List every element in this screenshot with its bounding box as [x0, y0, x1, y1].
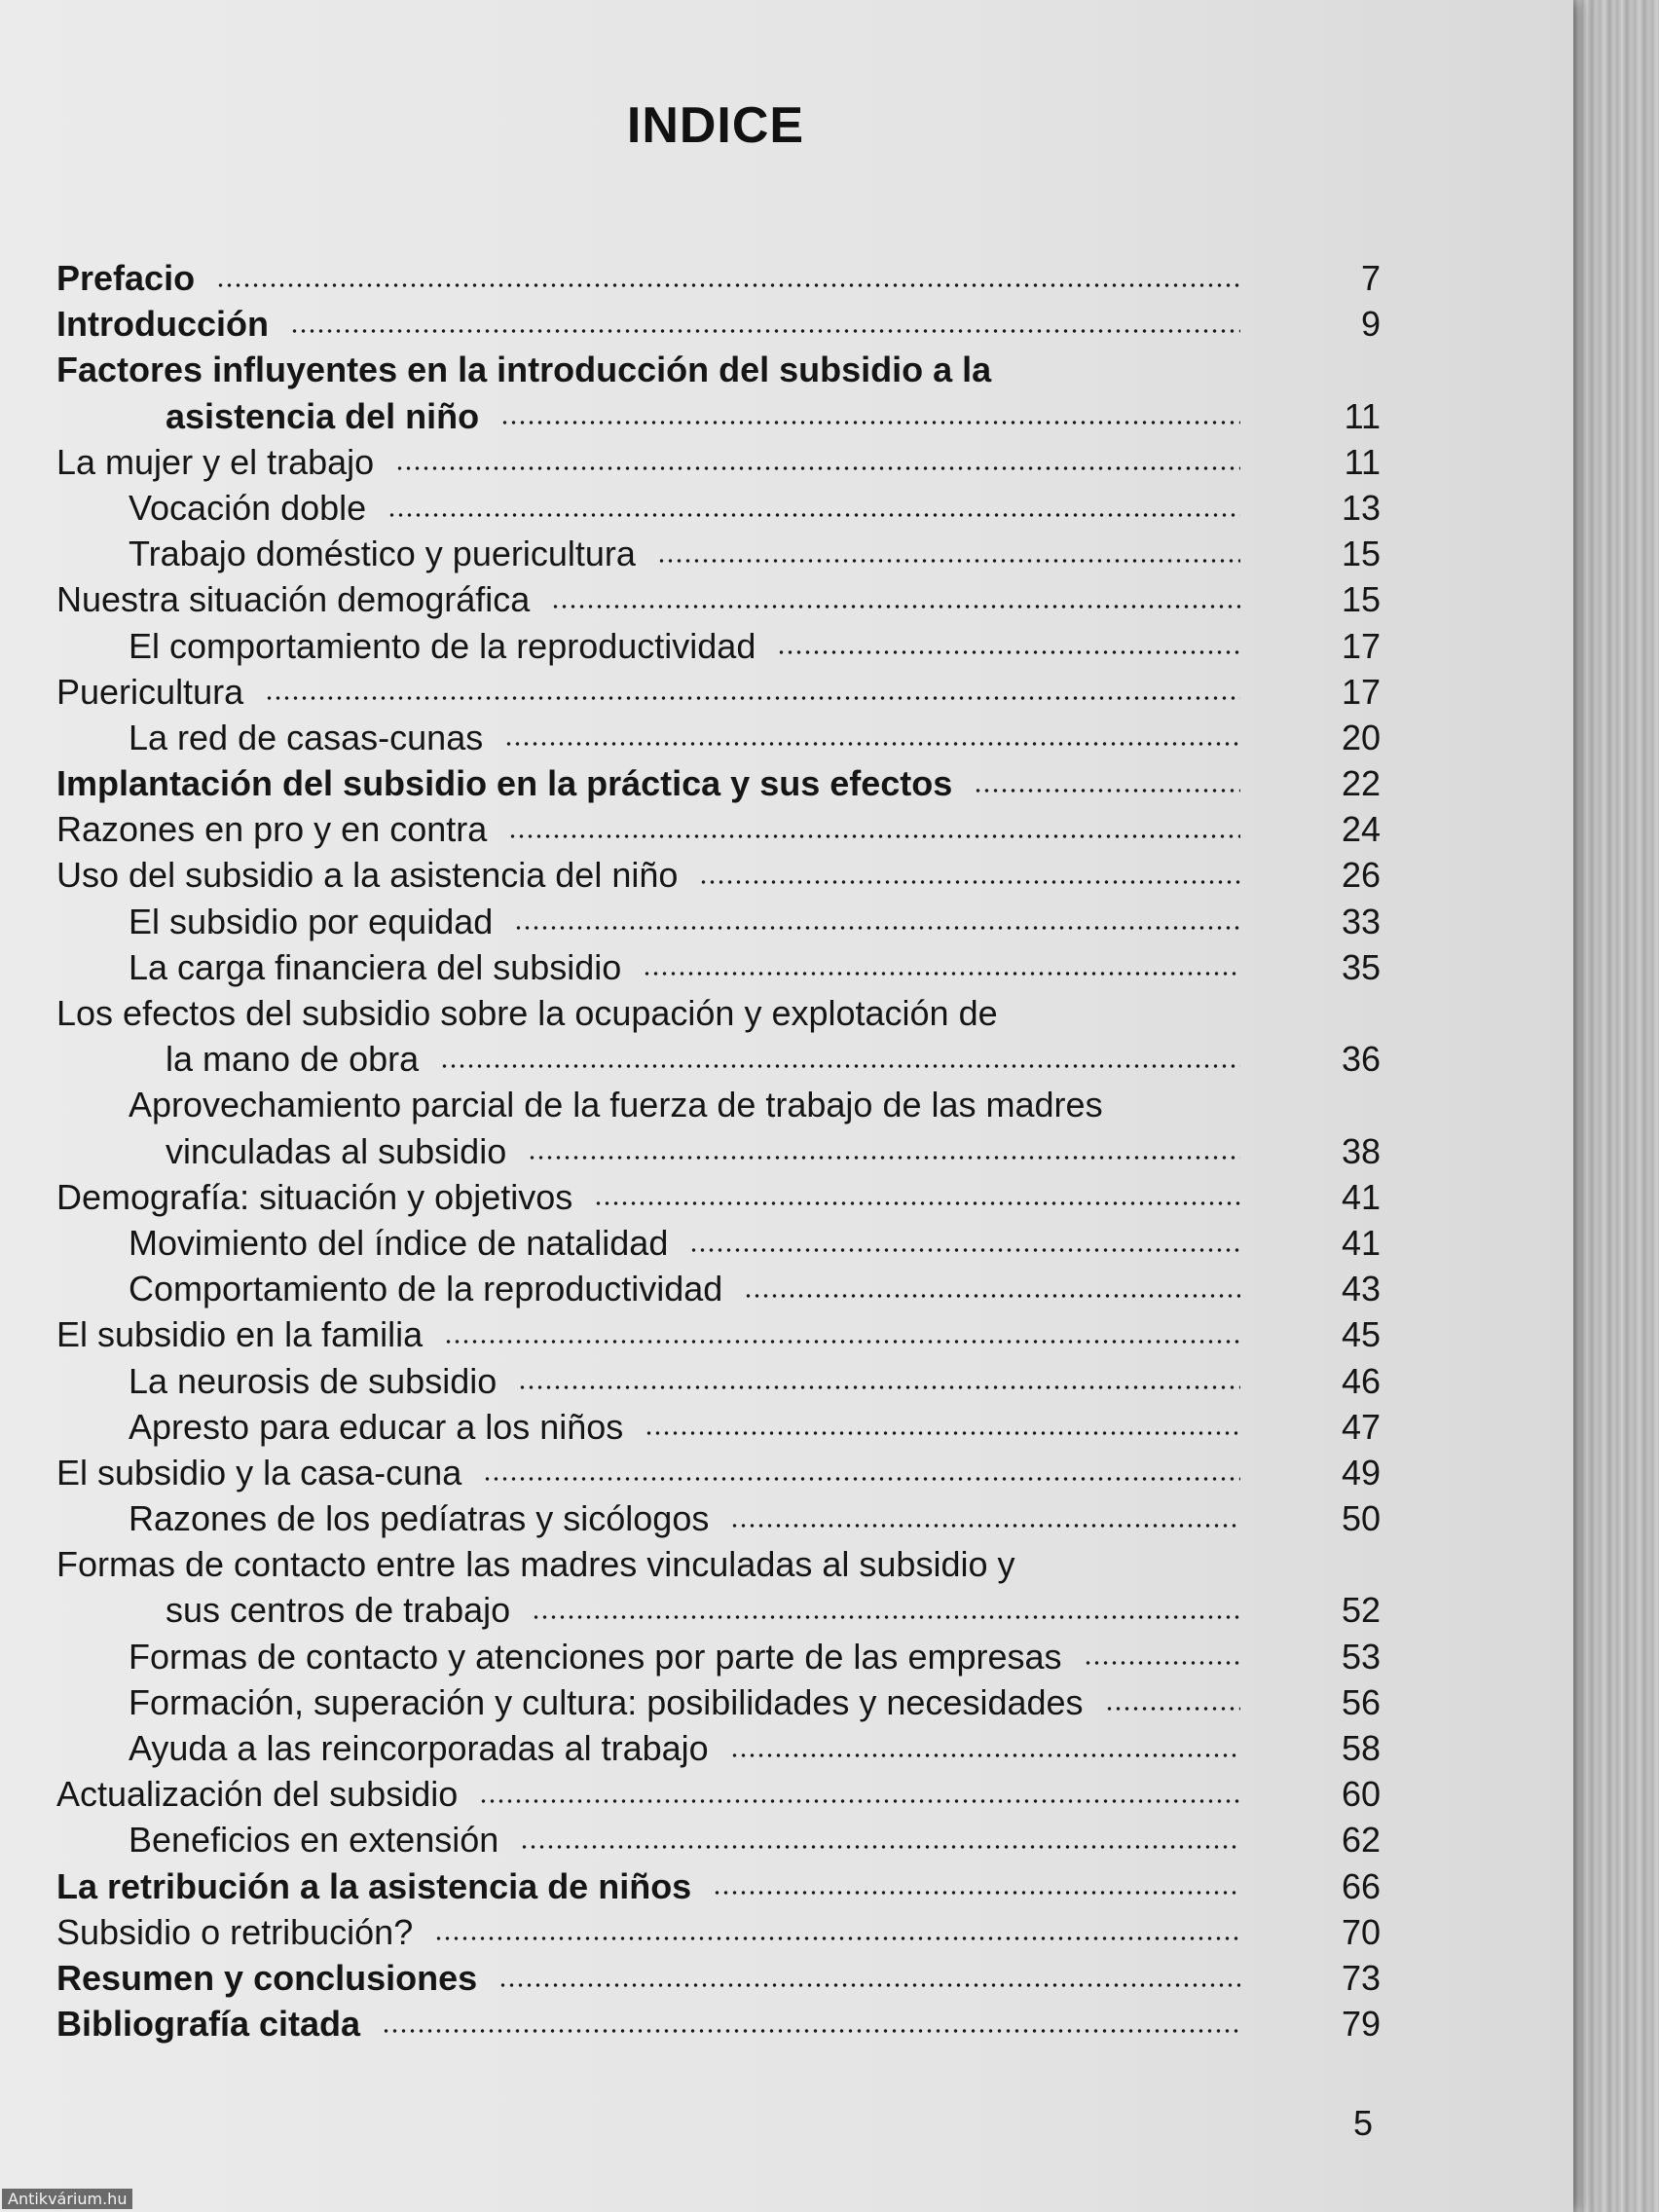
toc-entry: [56, 1587, 1381, 1633]
toc-entry: [56, 531, 1381, 576]
toc-entry-page-number: 52: [1341, 1590, 1381, 1631]
toc-entry-line: [129, 899, 1240, 944]
toc-entry-title: Introducción: [56, 304, 269, 345]
toc-entry: [56, 1541, 1381, 1587]
toc-entry: [56, 439, 1381, 485]
toc-entry-title: La red de casas-cunas: [129, 717, 484, 757]
toc-entry-title: El subsidio en la familia: [56, 1314, 424, 1355]
toc-entry: [56, 899, 1381, 944]
toc-entry-page-number: 60: [1341, 1774, 1381, 1815]
toc-dot-leader: [479, 1798, 1240, 1804]
toc-entry-page-number: 35: [1341, 946, 1381, 987]
toc-entry-page-number: 79: [1341, 2004, 1381, 2045]
toc-entry-line: [56, 347, 991, 392]
toc-dot-leader: [1084, 1660, 1241, 1666]
toc-entry-title: Apresto para educar a los niños: [129, 1406, 624, 1447]
toc-entry-page-number: 15: [1341, 534, 1381, 574]
toc-entry-title: La retribución a la asistencia de niños: [56, 1865, 692, 1906]
toc-entry-title: Nuestra situación demográfica: [56, 579, 531, 620]
toc-entry-title: Formación, superación y cultura: posibilidades y necesidades: [129, 1681, 1084, 1722]
toc-entry-line: [56, 669, 1240, 715]
toc-entry-line: [166, 1587, 1240, 1633]
toc-entry-page-number: 73: [1341, 1957, 1381, 1998]
toc-entry-line: [129, 1634, 1240, 1679]
toc-entry-line: [129, 1220, 1240, 1266]
toc-entry-line: [129, 1679, 1240, 1725]
toc-dot-leader: [689, 1247, 1240, 1253]
toc-entry-page-number: 47: [1341, 1406, 1381, 1447]
toc-entry-line: [56, 255, 1240, 301]
toc-entry-page-number: 66: [1341, 1865, 1381, 1906]
toc-entry: [56, 1036, 1381, 1082]
toc-dot-leader: [518, 1384, 1240, 1390]
toc-entry-title: Formas de contacto entre las madres vinculadas al subsidio y: [56, 1544, 1015, 1585]
toc-entry: [56, 1725, 1381, 1771]
toc-entry-title: Comportamiento de la reproductividad: [129, 1269, 723, 1309]
toc-entry: [56, 944, 1381, 990]
page-title: INDICE: [626, 96, 805, 154]
toc-entry-title: Trabajo doméstico y puericultura: [129, 534, 636, 574]
toc-entry: [56, 1909, 1381, 1955]
toc-entry-page-number: 43: [1341, 1269, 1381, 1309]
toc-entry-page-number: 36: [1341, 1039, 1381, 1080]
toc-entry-line: [129, 1495, 1240, 1541]
toc-dot-leader: [395, 465, 1240, 471]
toc-entry-page-number: 22: [1341, 763, 1381, 804]
toc-dot-leader: [777, 649, 1240, 655]
toc-dot-leader: [594, 1200, 1240, 1206]
toc-entry-line: [56, 439, 1240, 485]
toc-entry-title: Actualización del subsidio: [56, 1774, 459, 1815]
toc-entry: [56, 990, 1381, 1036]
toc-entry-line: [56, 1311, 1240, 1357]
toc-entry-line: [56, 1863, 1240, 1909]
scan-background-edge: [1566, 0, 1659, 2212]
toc-entry: [56, 1266, 1381, 1311]
toc-entry-title: La neurosis de subsidio: [129, 1360, 498, 1401]
toc-dot-leader: [498, 1982, 1240, 1988]
toc-entry-page-number: 15: [1341, 579, 1381, 620]
toc-dot-leader: [1105, 1706, 1240, 1712]
toc-entry-title: El subsidio y la casa-cuna: [56, 1452, 462, 1493]
toc-entry-line: [56, 1174, 1240, 1220]
toc-entry-title: Movimiento del índice de natalidad: [129, 1222, 669, 1263]
toc-entry: [56, 760, 1381, 806]
toc-entry: [56, 1450, 1381, 1495]
toc-dot-leader: [713, 1890, 1240, 1896]
toc-entry: [56, 852, 1381, 898]
toc-entry-title: Demografía: situación y objetivos: [56, 1176, 573, 1217]
toc-entry-page-number: 41: [1341, 1222, 1381, 1263]
toc-entry-page-number: 70: [1341, 1911, 1381, 1952]
toc-entry-line: [129, 1358, 1240, 1404]
toc-entry-line: [56, 852, 1240, 898]
toc-entry-line: [129, 1725, 1240, 1771]
toc-entry-title: asistencia del niño: [166, 395, 480, 436]
toc-entry: [56, 301, 1381, 347]
toc-entry: [56, 669, 1381, 715]
toc-entry-line: [129, 944, 1240, 990]
toc-dot-leader: [216, 282, 1240, 288]
toc-entry-page-number: 53: [1341, 1636, 1381, 1677]
toc-entry-title: La mujer y el trabajo: [56, 441, 375, 482]
toc-entry: [56, 393, 1381, 439]
toc-entry-line: [56, 2001, 1240, 2046]
toc-dot-leader: [265, 695, 1240, 701]
toc-entry: [56, 1311, 1381, 1357]
toc-dot-leader: [657, 558, 1240, 564]
toc-entry-page-number: 9: [1360, 304, 1381, 345]
toc-entry-title: Implantación del subsidio en la práctica y sus efectos: [56, 763, 953, 804]
toc-dot-leader: [645, 1430, 1240, 1436]
toc-entry-title: El comportamiento de la reproductividad: [129, 625, 756, 666]
toc-entry: [56, 1358, 1381, 1404]
toc-entry-title: Aprovechamiento parcial de la fuerza de trabajo de las madres: [129, 1085, 1103, 1125]
toc-entry-title: Ayuda a las reincorporadas al trabajo: [129, 1728, 709, 1768]
toc-entry-page-number: 20: [1341, 717, 1381, 757]
toc-entry-line: [56, 576, 1240, 622]
toc-entry-line: [166, 1128, 1240, 1174]
toc-dot-leader: [532, 1614, 1240, 1620]
toc-dot-leader: [382, 2028, 1240, 2034]
toc-entry-page-number: 49: [1341, 1452, 1381, 1493]
toc-dot-leader: [508, 833, 1240, 839]
toc-entry-title: Uso del subsidio a la asistencia del niño: [56, 855, 679, 896]
toc-dot-leader: [387, 512, 1240, 518]
page-number: 5: [1352, 2103, 1373, 2143]
toc-entry: [56, 2001, 1381, 2046]
toc-entry-page-number: 46: [1341, 1360, 1381, 1401]
toc-entry-title: Razones en pro y en contra: [56, 809, 488, 850]
toc-entry-page-number: 26: [1341, 855, 1381, 896]
toc-entry-line: [56, 1955, 1240, 2001]
toc-entry-title: Factores influyentes en la introducción del subsidio a la: [56, 350, 992, 390]
toc-entry-page-number: 24: [1341, 809, 1381, 850]
toc-dot-leader: [730, 1752, 1240, 1758]
toc-entry-title: Beneficios en extensión: [129, 1820, 499, 1861]
toc-dot-leader: [520, 1844, 1240, 1850]
toc-entry-title: Resumen y conclusiones: [56, 1957, 478, 1998]
toc-entry-title: Bibliografía citada: [56, 2004, 361, 2045]
toc-entry-line: [129, 1817, 1240, 1862]
toc-dot-leader: [699, 879, 1240, 885]
toc-entry: [56, 1174, 1381, 1220]
toc-entry: [56, 1679, 1381, 1725]
toc-entry-page-number: 45: [1341, 1314, 1381, 1355]
toc-entry: [56, 1495, 1381, 1541]
toc-dot-leader: [528, 1155, 1240, 1161]
toc-dot-leader: [974, 788, 1240, 793]
toc-entry-page-number: 11: [1344, 441, 1381, 482]
toc-entry-line: [129, 1082, 1103, 1127]
toc-entry: [56, 806, 1381, 852]
toc-entry-page-number: 7: [1360, 258, 1381, 298]
toc-entry-title: Puericultura: [56, 671, 244, 712]
toc-entry-line: [129, 485, 1240, 531]
toc-entry-line: [56, 760, 1240, 806]
toc-entry-page-number: 41: [1341, 1176, 1381, 1217]
toc-entry-page-number: 13: [1341, 487, 1381, 528]
toc-entry-page-number: 50: [1341, 1498, 1381, 1539]
toc-dot-leader: [514, 925, 1240, 931]
toc-entry-line: [56, 301, 1240, 347]
toc-entry-line: [56, 1909, 1240, 1955]
toc-entry-line: [56, 1450, 1240, 1495]
toc-entry: [56, 576, 1381, 622]
toc-entry-title: Razones de los pedíatras y sicólogos: [129, 1498, 710, 1539]
table-of-contents: [56, 255, 1381, 2046]
toc-entry-page-number: 56: [1341, 1681, 1381, 1722]
toc-dot-leader: [290, 328, 1240, 334]
toc-entry-title: Prefacio: [56, 258, 196, 298]
toc-entry-page-number: 11: [1344, 395, 1381, 436]
toc-dot-leader: [440, 1063, 1240, 1069]
toc-dot-leader: [643, 971, 1240, 977]
toc-entry-line: [129, 1266, 1240, 1311]
toc-dot-leader: [444, 1339, 1240, 1345]
toc-dot-leader: [551, 604, 1240, 609]
toc-entry-page-number: 62: [1341, 1820, 1381, 1861]
toc-entry: [56, 1128, 1381, 1174]
toc-entry-line: [56, 806, 1240, 852]
toc-dot-leader: [504, 741, 1240, 747]
toc-entry-line: [56, 1541, 1014, 1587]
toc-entry: [56, 1082, 1381, 1127]
toc-entry-line: [129, 1404, 1240, 1450]
toc-entry-line: [56, 990, 998, 1036]
toc-dot-leader: [434, 1936, 1240, 1941]
toc-dot-leader: [483, 1476, 1240, 1482]
toc-entry: [56, 715, 1381, 760]
toc-entry-title: Subsidio o retribución?: [56, 1911, 414, 1952]
toc-entry: [56, 1863, 1381, 1909]
toc-entry-line: [129, 531, 1240, 576]
toc-entry-title: Los efectos del subsidio sobre la ocupación y explotación de: [56, 993, 998, 1033]
toc-entry: [56, 1955, 1381, 2001]
toc-entry-title: La carga financiera del subsidio: [129, 946, 622, 987]
toc-entry-line: [129, 623, 1240, 669]
toc-entry-line: [166, 393, 1240, 439]
toc-entry-title: El subsidio por equidad: [129, 901, 494, 941]
toc-entry: [56, 623, 1381, 669]
toc-entry-line: [56, 1771, 1240, 1817]
toc-entry: [56, 1220, 1381, 1266]
toc-entry-title: Vocación doble: [129, 487, 367, 528]
toc-dot-leader: [500, 420, 1240, 425]
toc-entry: [56, 1634, 1381, 1679]
toc-dot-leader: [730, 1523, 1240, 1529]
toc-dot-leader: [744, 1293, 1240, 1299]
toc-entry-line: [129, 715, 1240, 760]
toc-entry-page-number: 58: [1341, 1728, 1381, 1768]
toc-entry-line: [166, 1036, 1240, 1082]
toc-entry: [56, 255, 1381, 301]
toc-entry: [56, 1817, 1381, 1862]
toc-entry: [56, 1771, 1381, 1817]
toc-entry-title: la mano de obra: [166, 1039, 420, 1080]
toc-entry-title: sus centros de trabajo: [166, 1590, 511, 1631]
toc-entry-page-number: 17: [1341, 671, 1381, 712]
toc-entry-title: vinculadas al subsidio: [166, 1130, 507, 1171]
toc-entry: [56, 1404, 1381, 1450]
toc-entry-page-number: 17: [1341, 625, 1381, 666]
toc-entry: [56, 485, 1381, 531]
toc-entry-title: Formas de contacto y atenciones por parte de las empresas: [129, 1636, 1062, 1677]
toc-entry: [56, 347, 1381, 392]
toc-entry-page-number: 38: [1341, 1130, 1381, 1171]
toc-entry-page-number: 33: [1341, 901, 1381, 941]
watermark-text: Antikvárium.hu: [2, 2189, 132, 2209]
